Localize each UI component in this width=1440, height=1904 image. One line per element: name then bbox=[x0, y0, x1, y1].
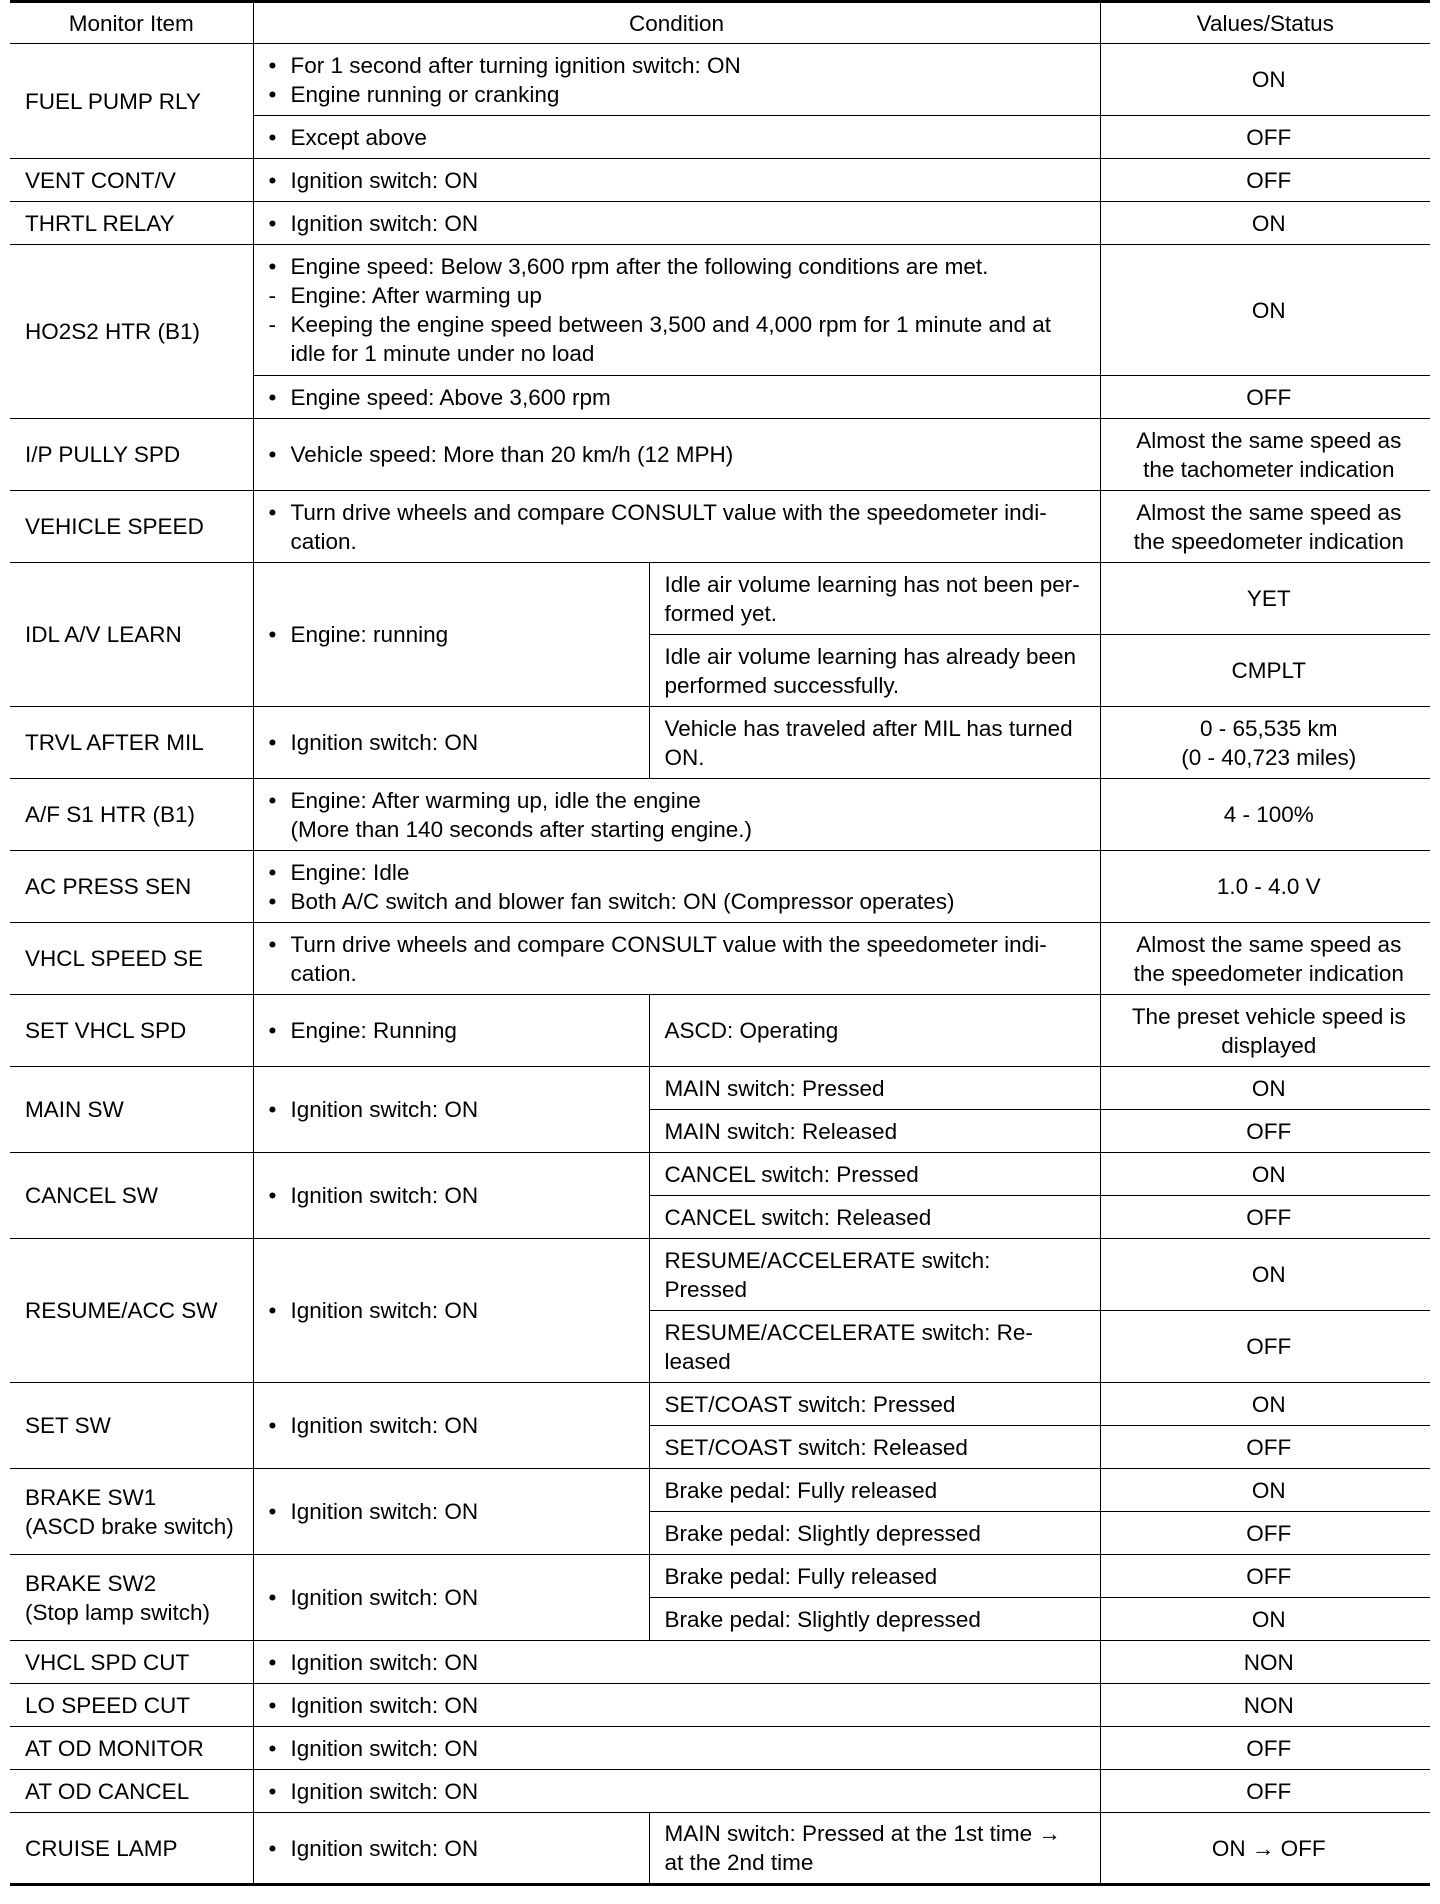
sub-condition-line: Vehicle has traveled after MIL has turned bbox=[664, 715, 1073, 741]
sub-condition-line: Pressed bbox=[664, 1276, 748, 1302]
sub-condition-line: leased bbox=[664, 1348, 731, 1374]
condition-bullet: • Ignition switch: ON bbox=[269, 1691, 1092, 1720]
sub-condition-cell: Brake pedal: Slightly depressed bbox=[649, 1512, 1100, 1555]
condition-cell bbox=[253, 1641, 1100, 1684]
monitor-item: VENT CONT/V bbox=[10, 159, 253, 202]
condition-bullet: • Ignition switch: ON bbox=[269, 166, 1092, 195]
value-cell: YET bbox=[1100, 563, 1430, 635]
condition-bullet: • Ignition switch: ON bbox=[269, 1181, 641, 1210]
monitor-item: A/F S1 HTR (B1) bbox=[10, 779, 253, 851]
sub-condition-cell bbox=[649, 1813, 1100, 1885]
sub-condition-cell: Brake pedal: Fully released bbox=[649, 1469, 1100, 1512]
sub-condition-cell: CANCEL switch: Pressed bbox=[649, 1153, 1100, 1196]
condition-cell bbox=[253, 159, 1100, 202]
value-cell: OFF bbox=[1100, 1555, 1430, 1598]
monitor-item bbox=[10, 1555, 253, 1641]
sub-condition-cell: Brake pedal: Slightly depressed bbox=[649, 1598, 1100, 1641]
table-row bbox=[10, 851, 1430, 923]
condition-continuation: cation. bbox=[290, 960, 357, 986]
condition-cell bbox=[253, 1383, 649, 1469]
condition-cell bbox=[253, 44, 1100, 116]
table-row bbox=[10, 1469, 1430, 1512]
table-row bbox=[10, 1153, 1430, 1196]
table-row bbox=[10, 707, 1430, 779]
sub-condition-cell: MAIN switch: Released bbox=[649, 1110, 1100, 1153]
value-cell: OFF bbox=[1100, 376, 1430, 419]
header-row bbox=[10, 2, 1430, 44]
table-row bbox=[10, 1383, 1430, 1426]
value-cell: ON bbox=[1100, 1469, 1430, 1512]
monitor-item: AT OD MONITOR bbox=[10, 1727, 253, 1770]
monitor-item-line: (Stop lamp switch) bbox=[25, 1599, 211, 1625]
value-cell: ON → OFF bbox=[1100, 1813, 1430, 1885]
table-row bbox=[10, 245, 1430, 376]
monitor-item: THRTL RELAY bbox=[10, 202, 253, 245]
condition-bullet: • Engine speed: Below 3,600 rpm after the following conditions are met. bbox=[269, 252, 1092, 281]
value-line: The preset vehicle speed is bbox=[1131, 1003, 1406, 1029]
value-cell: OFF bbox=[1100, 1426, 1430, 1469]
monitor-item: MAIN SW bbox=[10, 1067, 253, 1153]
value-cell: OFF bbox=[1100, 1311, 1430, 1383]
condition-bullet: • Engine speed: Above 3,600 rpm bbox=[269, 383, 1092, 412]
condition-cell bbox=[253, 1813, 649, 1885]
value-line: Almost the same speed as bbox=[1136, 499, 1402, 525]
value-line: (0 - 40,723 miles) bbox=[1181, 744, 1357, 770]
table-row bbox=[10, 491, 1430, 563]
table-row bbox=[10, 1239, 1430, 1311]
header-condition: Condition bbox=[253, 2, 1100, 44]
condition-bullet: • Engine running or cranking bbox=[269, 80, 1092, 109]
sub-condition-cell: MAIN switch: Pressed bbox=[649, 1067, 1100, 1110]
sub-condition-cell bbox=[649, 635, 1100, 707]
value-cell: ON bbox=[1100, 1239, 1430, 1311]
condition-bullet: • Ignition switch: ON bbox=[269, 1648, 1092, 1677]
sub-condition-line: MAIN switch: Pressed at the 1st time → bbox=[664, 1821, 1061, 1846]
condition-cell bbox=[253, 851, 1100, 923]
sub-condition-line: at the 2nd time bbox=[664, 1850, 814, 1875]
value-cell: ON bbox=[1100, 1598, 1430, 1641]
monitor-item-line: (ASCD brake switch) bbox=[25, 1513, 234, 1539]
sub-condition-cell: CANCEL switch: Released bbox=[649, 1196, 1100, 1239]
condition-cell bbox=[253, 376, 1100, 419]
value-cell: ON bbox=[1100, 1067, 1430, 1110]
table-row bbox=[10, 159, 1430, 202]
monitor-item: IDL A/V LEARN bbox=[10, 563, 253, 707]
sub-condition-cell bbox=[649, 1311, 1100, 1383]
value-cell: OFF bbox=[1100, 1110, 1430, 1153]
value-cell: ON bbox=[1100, 245, 1430, 376]
value-cell: CMPLT bbox=[1100, 635, 1430, 707]
value-cell: ON bbox=[1100, 1153, 1430, 1196]
value-line: Almost the same speed as bbox=[1136, 427, 1402, 453]
condition-cell bbox=[253, 1469, 649, 1555]
monitor-item: FUEL PUMP RLY bbox=[10, 44, 253, 159]
table-row bbox=[10, 44, 1430, 116]
table-row bbox=[10, 923, 1430, 995]
value-cell: 4 - 100% bbox=[1100, 779, 1430, 851]
condition-cell bbox=[253, 563, 649, 707]
condition-cell bbox=[253, 1555, 649, 1641]
value-cell bbox=[1100, 491, 1430, 563]
table-row bbox=[10, 1770, 1430, 1813]
condition-cell bbox=[253, 419, 1100, 491]
monitor-item-line: BRAKE SW1 bbox=[25, 1484, 157, 1510]
monitor-item: AT OD CANCEL bbox=[10, 1770, 253, 1813]
monitor-item bbox=[10, 1469, 253, 1555]
condition-cell bbox=[253, 245, 1100, 376]
value-line: displayed bbox=[1221, 1032, 1317, 1058]
value-cell bbox=[1100, 995, 1430, 1067]
condition-bullet: • Except above bbox=[269, 123, 1092, 152]
sub-condition-cell bbox=[649, 1239, 1100, 1311]
sub-condition-line: ON. bbox=[664, 744, 705, 770]
condition-bullet: • Ignition switch: ON bbox=[269, 1497, 641, 1526]
monitor-item: CRUISE LAMP bbox=[10, 1813, 253, 1885]
monitor-item: I/P PULLY SPD bbox=[10, 419, 253, 491]
monitor-item: HO2S2 HTR (B1) bbox=[10, 245, 253, 419]
table-row bbox=[10, 1813, 1430, 1885]
value-line: the tachometer indication bbox=[1143, 456, 1395, 482]
value-cell: OFF bbox=[1100, 159, 1430, 202]
condition-cell bbox=[253, 116, 1100, 159]
condition-cell bbox=[253, 1770, 1100, 1813]
sub-condition-cell: Brake pedal: Fully released bbox=[649, 1555, 1100, 1598]
condition-bullet: • Engine: Idle bbox=[269, 858, 1092, 887]
condition-bullet: • Ignition switch: ON bbox=[269, 209, 1092, 238]
condition-bullet: • Ignition switch: ON bbox=[269, 728, 641, 757]
sub-condition-cell: ASCD: Operating bbox=[649, 995, 1100, 1067]
condition-bullet: • Turn drive wheels and compare CONSULT value with the speedometer indi- bbox=[269, 930, 1092, 959]
condition-continuation: cation. bbox=[290, 528, 357, 554]
condition-bullet: • Engine: Running bbox=[269, 1016, 641, 1045]
value-cell: ON bbox=[1100, 1383, 1430, 1426]
table-row bbox=[10, 1555, 1430, 1598]
condition-cell bbox=[253, 923, 1100, 995]
condition-continuation: (More than 140 seconds after starting engine.) bbox=[290, 816, 753, 842]
condition-cell bbox=[253, 1067, 649, 1153]
condition-bullet: • Ignition switch: ON bbox=[269, 1095, 641, 1124]
sub-condition-cell: SET/COAST switch: Pressed bbox=[649, 1383, 1100, 1426]
value-cell: NON bbox=[1100, 1684, 1430, 1727]
table-row bbox=[10, 1684, 1430, 1727]
value-cell bbox=[1100, 923, 1430, 995]
value-line: the speedometer indication bbox=[1133, 960, 1404, 986]
monitor-item: RESUME/ACC SW bbox=[10, 1239, 253, 1383]
condition-cell bbox=[253, 491, 1100, 563]
value-cell: OFF bbox=[1100, 1196, 1430, 1239]
condition-bullet: • Ignition switch: ON bbox=[269, 1834, 641, 1863]
sub-condition-line: RESUME/ACCELERATE switch: bbox=[664, 1247, 991, 1273]
monitor-item: SET VHCL SPD bbox=[10, 995, 253, 1067]
value-line: Almost the same speed as bbox=[1136, 931, 1402, 957]
condition-bullet: • Ignition switch: ON bbox=[269, 1777, 1092, 1806]
value-cell: OFF bbox=[1100, 1727, 1430, 1770]
table-row bbox=[10, 563, 1430, 635]
monitor-item: AC PRESS SEN bbox=[10, 851, 253, 923]
condition-bullet: • Engine: After warming up, idle the engine bbox=[269, 786, 1092, 815]
table-row bbox=[10, 1727, 1430, 1770]
condition-cell bbox=[253, 707, 649, 779]
condition-bullet: • Ignition switch: ON bbox=[269, 1411, 641, 1440]
monitor-item: CANCEL SW bbox=[10, 1153, 253, 1239]
table-row bbox=[10, 202, 1430, 245]
header-monitor-item: Monitor Item bbox=[10, 2, 253, 44]
condition-bullet: • Both A/C switch and blower fan switch: ON (Compressor operates) bbox=[269, 887, 1092, 916]
table-row bbox=[10, 995, 1430, 1067]
sub-condition-line: formed yet. bbox=[664, 600, 778, 626]
value-cell bbox=[1100, 707, 1430, 779]
sub-condition-cell: SET/COAST switch: Released bbox=[649, 1426, 1100, 1469]
condition-cell bbox=[253, 1153, 649, 1239]
condition-bullet: • For 1 second after turning ignition switch: ON bbox=[269, 51, 1092, 80]
condition-cell bbox=[253, 202, 1100, 245]
monitor-item-table bbox=[10, 0, 1430, 1886]
sub-condition-cell bbox=[649, 707, 1100, 779]
condition-cell bbox=[253, 1684, 1100, 1727]
value-line: 0 - 65,535 km bbox=[1199, 715, 1338, 741]
value-cell bbox=[1100, 419, 1430, 491]
condition-bullet: • Turn drive wheels and compare CONSULT value with the speedometer indi- bbox=[269, 498, 1092, 527]
value-cell: OFF bbox=[1100, 1512, 1430, 1555]
sub-condition-line: RESUME/ACCELERATE switch: Re- bbox=[664, 1319, 1033, 1345]
condition-cell bbox=[253, 1727, 1100, 1770]
condition-dash-item: - Keeping the engine speed between 3,500 and 4,000 rpm for 1 minute and at idle for 1 minute under no load bbox=[269, 310, 1092, 368]
value-cell: ON bbox=[1100, 44, 1430, 116]
table-row bbox=[10, 1641, 1430, 1684]
sub-condition-line: performed successfully. bbox=[664, 672, 900, 698]
condition-cell bbox=[253, 779, 1100, 851]
monitor-item: TRVL AFTER MIL bbox=[10, 707, 253, 779]
value-cell: OFF bbox=[1100, 116, 1430, 159]
sub-condition-line: Idle air volume learning has not been per- bbox=[664, 571, 1080, 597]
condition-cell bbox=[253, 995, 649, 1067]
table-row bbox=[10, 1067, 1430, 1110]
monitor-table-document bbox=[10, 0, 1430, 1886]
header-values-status: Values/Status bbox=[1100, 2, 1430, 44]
condition-bullet: • Ignition switch: ON bbox=[269, 1296, 641, 1325]
monitor-item: SET SW bbox=[10, 1383, 253, 1469]
condition-bullet: • Ignition switch: ON bbox=[269, 1583, 641, 1612]
value-cell: 1.0 - 4.0 V bbox=[1100, 851, 1430, 923]
value-cell: NON bbox=[1100, 1641, 1430, 1684]
monitor-item: VHCL SPEED SE bbox=[10, 923, 253, 995]
monitor-item: LO SPEED CUT bbox=[10, 1684, 253, 1727]
value-cell: OFF bbox=[1100, 1770, 1430, 1813]
table-row bbox=[10, 419, 1430, 491]
monitor-item: VHCL SPD CUT bbox=[10, 1641, 253, 1684]
table-row bbox=[10, 779, 1430, 851]
monitor-item-line: BRAKE SW2 bbox=[25, 1570, 157, 1596]
value-cell: ON bbox=[1100, 202, 1430, 245]
condition-cell bbox=[253, 1239, 649, 1383]
condition-bullet: • Ignition switch: ON bbox=[269, 1734, 1092, 1763]
condition-dash-item: - Engine: After warming up bbox=[269, 281, 1092, 310]
sub-condition-cell bbox=[649, 563, 1100, 635]
sub-condition-line: Idle air volume learning has already been bbox=[664, 643, 1077, 669]
condition-bullet: • Vehicle speed: More than 20 km/h (12 MPH) bbox=[269, 440, 1092, 469]
value-line: the speedometer indication bbox=[1133, 528, 1404, 554]
condition-bullet: • Engine: running bbox=[269, 620, 641, 649]
monitor-item: VEHICLE SPEED bbox=[10, 491, 253, 563]
